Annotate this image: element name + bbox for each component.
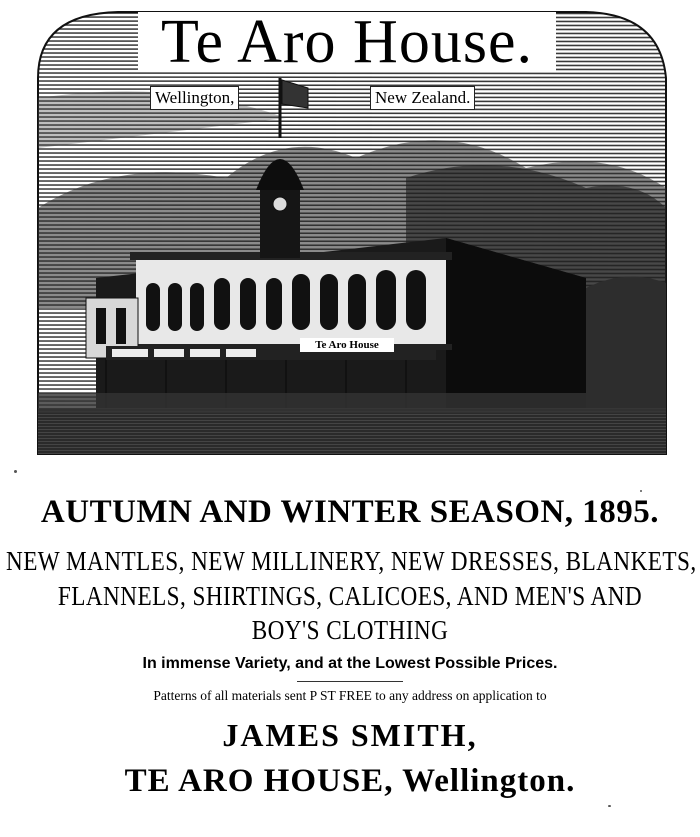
store-address: TE ARO HOUSE, Wellington. [124,763,576,799]
ink-speck [640,490,642,492]
patterns-line: Patterns of all materials sent P ST FREE to any address on application to [153,688,547,703]
ink-speck [14,470,17,473]
title-banner: Te Aro House. [138,12,556,72]
building-sign: Te Aro House [300,338,394,352]
ink-speck [608,805,611,807]
city-label: Wellington, [150,86,239,110]
goods-line-2: FLANNELS, SHIRTINGS, CALICOES, AND MEN'S AND [57,581,643,611]
goods-line-3: BOY'S CLOTHING [251,615,449,645]
variety-line: In immense Variety, and at the Lowest Possible Prices. [142,655,558,672]
proprietor-name: JAMES SMITH, [222,717,478,753]
goods-line-1: NEW MANTLES, NEW MILLINERY, NEW DRESSES, BLANKETS, [6,546,697,576]
divider-rule [297,681,403,682]
country-label: New Zealand. [370,86,475,110]
season-heading: AUTUMN AND WINTER SEASON, 1895. [40,494,660,530]
